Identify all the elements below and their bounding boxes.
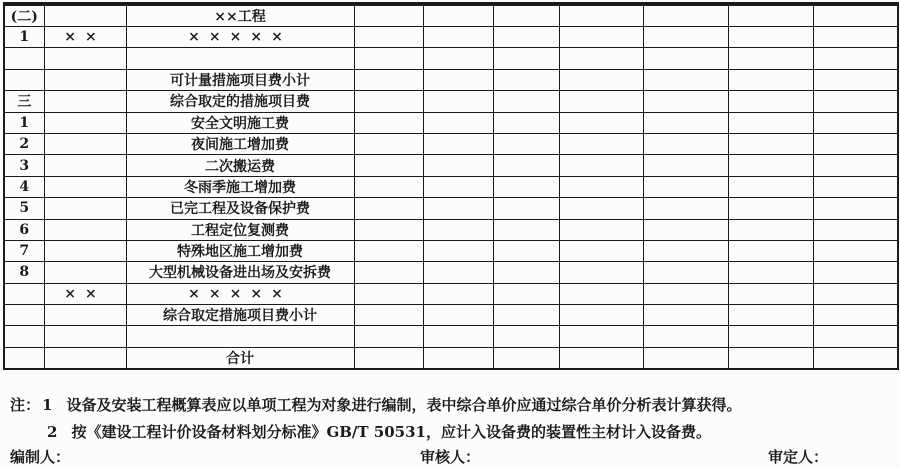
table-cell xyxy=(643,133,728,154)
table-cell: 可计量措施项目费小计 xyxy=(126,69,354,90)
table-row xyxy=(4,91,898,112)
table-cell xyxy=(559,240,643,261)
table-cell: 特殊地区施工增加费 xyxy=(126,240,354,261)
table-cell xyxy=(728,198,813,219)
table-cell: ×× xyxy=(44,27,126,48)
note-2-text: 按《建设工程计价设备材料划分标准》GB/T 50531，应计入设备费的装置性主材计入设备费。 xyxy=(71,423,711,441)
table-cell xyxy=(354,91,423,112)
table-cell xyxy=(493,112,559,133)
table-row xyxy=(4,133,898,154)
table-cell: 安全文明施工费 xyxy=(126,112,354,133)
table-cell xyxy=(354,69,423,90)
table-cell xyxy=(354,305,423,326)
table-cell xyxy=(559,69,643,90)
table-cell xyxy=(559,133,643,154)
table-cell xyxy=(44,326,126,347)
table-cell xyxy=(44,69,126,90)
table-cell: 综合取定措施项目费小计 xyxy=(126,305,354,326)
table-cell xyxy=(423,240,493,261)
table-cell xyxy=(559,219,643,240)
table-cell xyxy=(44,133,126,154)
table-cell xyxy=(813,305,898,326)
table-cell: ×× xyxy=(44,283,126,304)
table-cell xyxy=(354,219,423,240)
table-cell xyxy=(354,326,423,347)
table-cell: ××××× xyxy=(126,27,354,48)
table-cell: 冬雨季施工增加费 xyxy=(126,176,354,197)
table-cell xyxy=(559,262,643,283)
table-cell xyxy=(728,305,813,326)
table-cell xyxy=(643,326,728,347)
table-cell xyxy=(813,198,898,219)
table-cell xyxy=(493,133,559,154)
table-cell xyxy=(643,155,728,176)
table-cell xyxy=(813,176,898,197)
table-cell xyxy=(493,219,559,240)
table-cell xyxy=(126,48,354,69)
table-cell: 3 xyxy=(4,155,44,176)
table-cell xyxy=(728,69,813,90)
table-cell xyxy=(643,4,728,27)
table-row xyxy=(4,305,898,326)
table-cell xyxy=(4,283,44,304)
table-cell: 二次搬运费 xyxy=(126,155,354,176)
table-cell xyxy=(813,91,898,112)
table-cell xyxy=(493,240,559,261)
note-2-number: 2 xyxy=(47,423,58,441)
table-row xyxy=(4,198,898,219)
table-row xyxy=(4,112,898,133)
table-cell xyxy=(813,326,898,347)
table-cell xyxy=(728,326,813,347)
table-cell xyxy=(44,305,126,326)
table-cell xyxy=(44,347,126,369)
table-cell xyxy=(493,48,559,69)
table-cell xyxy=(728,262,813,283)
table-cell: ××××× xyxy=(126,283,354,304)
budget-table xyxy=(3,2,899,370)
table-row xyxy=(4,262,898,283)
table-cell xyxy=(813,112,898,133)
table-cell xyxy=(44,176,126,197)
table-cell: 工程定位复测费 xyxy=(126,219,354,240)
table-cell xyxy=(813,133,898,154)
table-cell xyxy=(643,112,728,133)
table-row xyxy=(4,176,898,197)
table-cell xyxy=(423,326,493,347)
table-cell xyxy=(493,176,559,197)
table-cell xyxy=(813,262,898,283)
table-cell xyxy=(493,91,559,112)
table-cell xyxy=(559,305,643,326)
table-cell xyxy=(423,112,493,133)
table-cell xyxy=(423,347,493,369)
table-cell xyxy=(4,347,44,369)
note-label: 注： xyxy=(10,396,41,414)
table-cell xyxy=(559,4,643,27)
table-cell xyxy=(643,48,728,69)
table-cell xyxy=(423,27,493,48)
table-cell xyxy=(559,48,643,69)
notes-section xyxy=(10,392,890,446)
table-cell: 4 xyxy=(4,176,44,197)
table-cell xyxy=(354,262,423,283)
table-cell xyxy=(493,262,559,283)
table-row xyxy=(4,155,898,176)
table-cell xyxy=(423,91,493,112)
table-cell xyxy=(44,155,126,176)
table-cell xyxy=(423,69,493,90)
table-cell xyxy=(728,133,813,154)
table-cell xyxy=(728,48,813,69)
table-cell xyxy=(813,283,898,304)
signature-row xyxy=(0,446,900,468)
table-cell: 已完工程及设备保护费 xyxy=(126,198,354,219)
table-cell xyxy=(728,219,813,240)
table-cell xyxy=(493,326,559,347)
table-cell xyxy=(354,176,423,197)
table-cell: 三 xyxy=(4,91,44,112)
table-cell xyxy=(423,155,493,176)
table-cell xyxy=(559,112,643,133)
table-row xyxy=(4,69,898,90)
table-cell xyxy=(643,305,728,326)
table-cell xyxy=(728,155,813,176)
table-cell xyxy=(643,262,728,283)
table-cell: 2 xyxy=(4,133,44,154)
table-cell xyxy=(643,198,728,219)
table-cell xyxy=(354,198,423,219)
table-row xyxy=(4,347,898,369)
table-cell xyxy=(44,219,126,240)
note-1-text: 设备及安装工程概算表应以单项工程为对象进行编制，表中综合单价应通过综合单价分析表计算获得。 xyxy=(66,396,742,414)
table-cell xyxy=(728,91,813,112)
note-line-2 xyxy=(10,419,890,446)
table-cell xyxy=(813,240,898,261)
table-row xyxy=(4,219,898,240)
table-cell xyxy=(4,48,44,69)
preparer-label: 编制人： xyxy=(10,448,71,466)
table-cell xyxy=(354,133,423,154)
table-cell xyxy=(643,219,728,240)
table-cell: 大型机械设备进出场及安拆费 xyxy=(126,262,354,283)
table-cell xyxy=(423,133,493,154)
table-cell xyxy=(423,262,493,283)
table-cell xyxy=(559,27,643,48)
table-cell xyxy=(44,112,126,133)
table-cell xyxy=(813,4,898,27)
table-cell: 1 xyxy=(4,27,44,48)
table-cell xyxy=(728,240,813,261)
table-cell xyxy=(728,27,813,48)
table-cell xyxy=(493,155,559,176)
table-cell xyxy=(493,4,559,27)
table-cell xyxy=(643,283,728,304)
table-cell xyxy=(493,27,559,48)
table-cell xyxy=(423,176,493,197)
table-cell xyxy=(493,283,559,304)
table-cell xyxy=(493,198,559,219)
table-cell xyxy=(354,4,423,27)
table-cell xyxy=(493,69,559,90)
table-cell xyxy=(643,27,728,48)
table-cell xyxy=(559,347,643,369)
table-cell xyxy=(354,112,423,133)
table-cell xyxy=(643,240,728,261)
table-row xyxy=(4,283,898,304)
table-cell: ××工程 xyxy=(126,4,354,27)
table-cell xyxy=(4,69,44,90)
table-cell xyxy=(354,155,423,176)
table-cell xyxy=(813,347,898,369)
table-cell xyxy=(813,48,898,69)
table-row xyxy=(4,27,898,48)
table-cell xyxy=(44,198,126,219)
table-cell xyxy=(354,240,423,261)
table-cell xyxy=(44,4,126,27)
table-cell: 综合取定的措施项目费 xyxy=(126,91,354,112)
table-cell xyxy=(643,347,728,369)
table-cell: 夜间施工增加费 xyxy=(126,133,354,154)
table-cell xyxy=(643,91,728,112)
table-row xyxy=(4,240,898,261)
note-1-number: 1 xyxy=(42,396,53,414)
table-cell: 合计 xyxy=(126,347,354,369)
table-row xyxy=(4,48,898,69)
table-cell xyxy=(559,91,643,112)
table-cell xyxy=(493,305,559,326)
table-cell xyxy=(354,27,423,48)
approver-label: 审定人： xyxy=(768,448,829,466)
table-cell xyxy=(728,283,813,304)
table-cell xyxy=(559,198,643,219)
table-cell xyxy=(423,48,493,69)
table-cell xyxy=(493,347,559,369)
table-cell xyxy=(44,240,126,261)
table-cell xyxy=(643,176,728,197)
table-cell xyxy=(559,326,643,347)
table-cell xyxy=(44,48,126,69)
table-cell xyxy=(559,176,643,197)
table-cell xyxy=(354,283,423,304)
table-cell xyxy=(354,347,423,369)
table-cell xyxy=(559,155,643,176)
table-cell xyxy=(423,219,493,240)
table-cell xyxy=(4,305,44,326)
table-cell: 6 xyxy=(4,219,44,240)
table-cell xyxy=(728,112,813,133)
table-cell xyxy=(559,283,643,304)
table-cell xyxy=(44,91,126,112)
table-cell xyxy=(643,69,728,90)
table-cell: 1 xyxy=(4,112,44,133)
table-cell xyxy=(813,155,898,176)
table-cell xyxy=(813,69,898,90)
table-cell xyxy=(728,347,813,369)
table-row xyxy=(4,4,898,27)
table-cell xyxy=(4,326,44,347)
table-cell xyxy=(44,262,126,283)
table-cell xyxy=(423,4,493,27)
table-cell xyxy=(354,48,423,69)
table-cell xyxy=(813,27,898,48)
note-line-1 xyxy=(10,392,890,419)
table-cell xyxy=(728,176,813,197)
table-cell xyxy=(728,4,813,27)
table-cell xyxy=(423,305,493,326)
table-cell: 8 xyxy=(4,262,44,283)
table-cell: 7 xyxy=(4,240,44,261)
table-row xyxy=(4,326,898,347)
table-cell: 5 xyxy=(4,198,44,219)
reviewer-label: 审核人： xyxy=(420,448,481,466)
table-cell xyxy=(423,283,493,304)
table-cell xyxy=(126,326,354,347)
table-cell xyxy=(423,198,493,219)
table-cell xyxy=(813,219,898,240)
table-cell: (二) xyxy=(4,4,44,27)
